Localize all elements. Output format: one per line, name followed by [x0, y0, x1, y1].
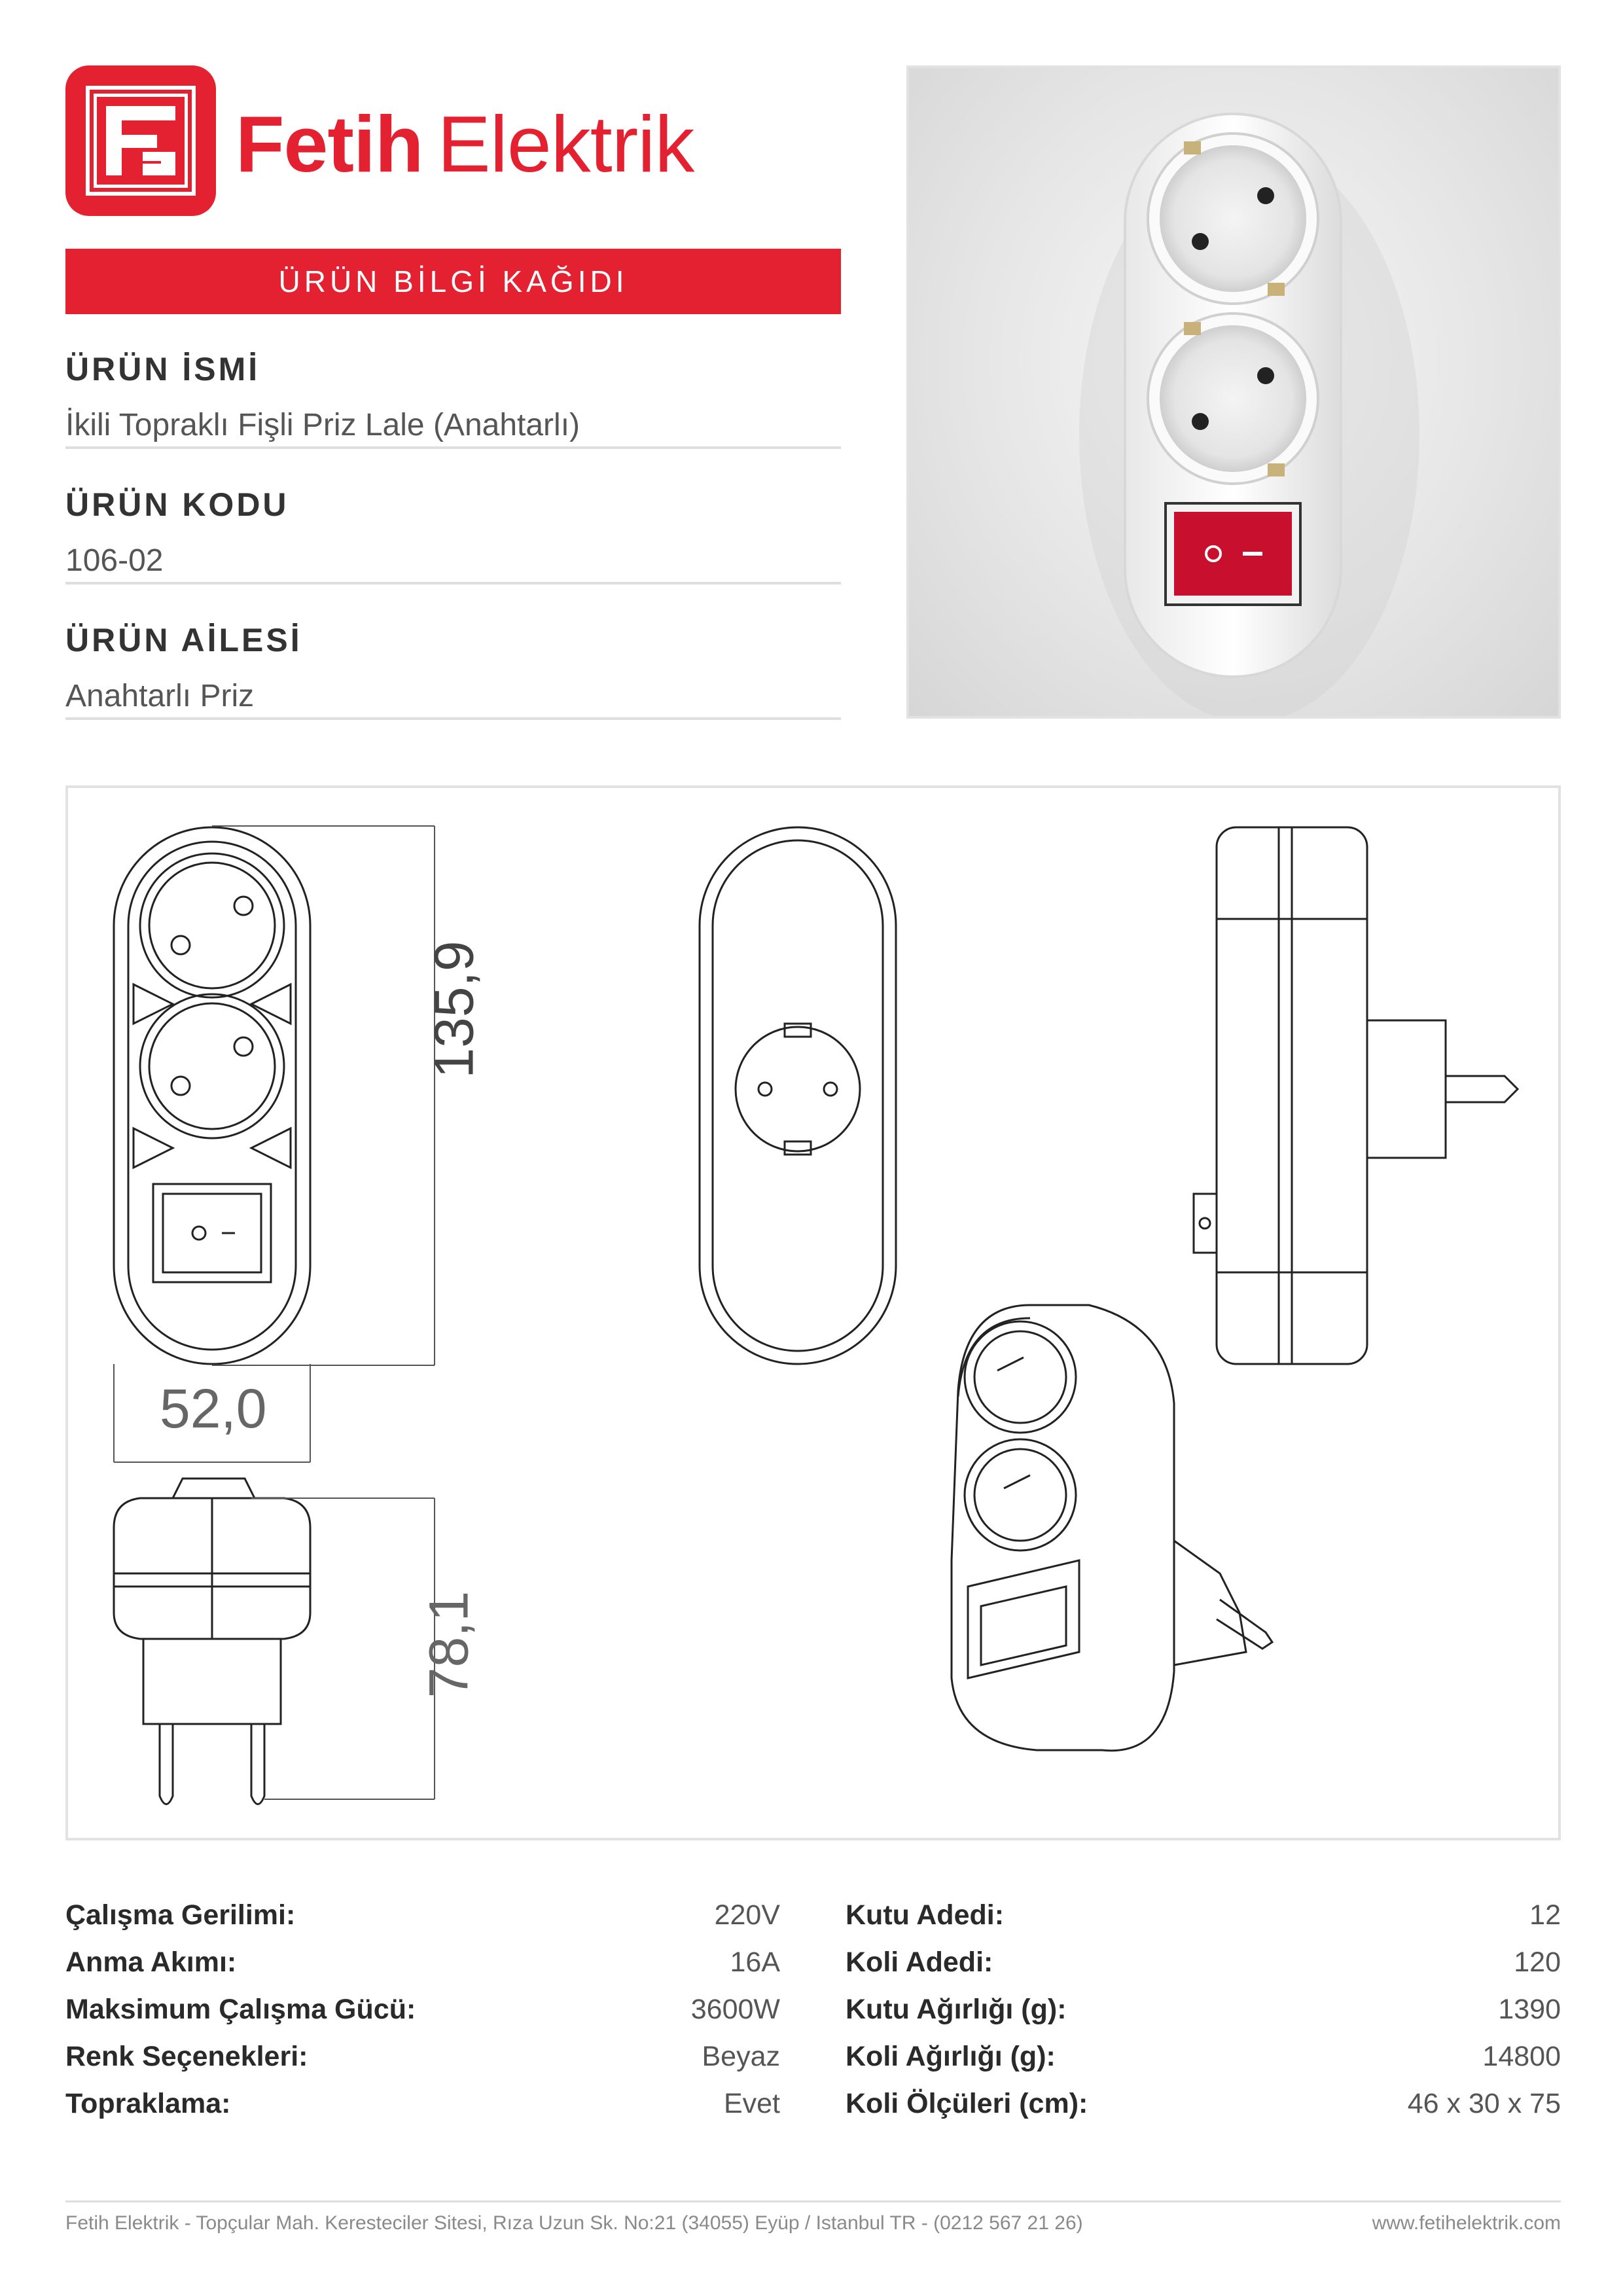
spec-power-value: 3600W — [690, 1994, 780, 2025]
width-dimension: 52,0 — [160, 1378, 267, 1439]
spec-carton-size-label: Koli Ölçüleri (cm): — [846, 2088, 1088, 2119]
spec-box-count-value: 12 — [1529, 1899, 1561, 1931]
spec-color-value: Beyaz — [702, 2041, 780, 2072]
document-title-banner: ÜRÜN BİLGİ KAĞIDI — [65, 249, 841, 314]
drawing-lines-icon — [68, 788, 1558, 1838]
spec-current-value: 16A — [730, 1946, 780, 1978]
divider — [65, 717, 841, 720]
brand-name-light: Elektrik — [437, 99, 694, 188]
spec-carton-count-label: Koli Adedi: — [846, 1946, 993, 1978]
spec-power-label: Maksimum Çalışma Gücü: — [65, 1994, 416, 2025]
footer-website-link[interactable]: www.fetihelektrik.com — [1372, 2212, 1561, 2234]
socket-render-icon — [909, 68, 1558, 716]
product-family-label: ÜRÜN AİLESİ — [65, 622, 302, 658]
product-family-value: Anahtarlı Priz — [65, 679, 255, 713]
spec-carton-size-value: 46 x 30 x 75 — [1407, 2088, 1561, 2119]
spec-grounding-label: Topraklama: — [65, 2088, 231, 2119]
spec-carton-count-value: 120 — [1514, 1946, 1561, 1978]
product-code-label: ÜRÜN KODU — [65, 486, 289, 523]
divider — [65, 582, 841, 584]
product-name-label: ÜRÜN İSMİ — [65, 351, 260, 387]
product-photo — [906, 65, 1561, 719]
product-name-value: İkili Topraklı Fişli Priz Lale (Anahtarlı) — [65, 408, 580, 442]
product-code-value: 106-02 — [65, 543, 164, 578]
depth-dimension: 78,1 — [418, 1590, 480, 1698]
spec-box-weight-label: Kutu Ağırlığı (g): — [846, 1994, 1067, 2025]
brand-name — [236, 98, 694, 190]
footer-address: Fetih Elektrik - Topçular Mah. Keresteciler Sitesi, Rıza Uzun Sk. No:21 (34055) Eyüp / Istanbul TR - (0212 567 21 26) — [65, 2212, 1083, 2234]
technical-drawing — [65, 785, 1561, 1840]
spec-grounding-value: Evet — [723, 2088, 780, 2119]
spec-color-label: Renk Seçenekleri: — [65, 2041, 308, 2072]
spec-box-count-label: Kutu Adedi: — [846, 1899, 1005, 1931]
height-dimension: 135,9 — [423, 941, 485, 1079]
spec-carton-weight-label: Koli Ağırlığı (g): — [846, 2041, 1056, 2072]
fetih-logo-icon — [65, 65, 216, 216]
spec-voltage-value: 220V — [714, 1899, 780, 1931]
spec-carton-weight-value: 14800 — [1482, 2041, 1561, 2072]
brand-name-bold: Fetih — [236, 99, 423, 188]
spec-current-label: Anma Akımı: — [65, 1946, 237, 1978]
footer-divider — [65, 2200, 1561, 2202]
spec-voltage-label: Çalışma Gerilimi: — [65, 1899, 296, 1931]
divider — [65, 446, 841, 449]
spec-box-weight-value: 1390 — [1498, 1994, 1561, 2025]
